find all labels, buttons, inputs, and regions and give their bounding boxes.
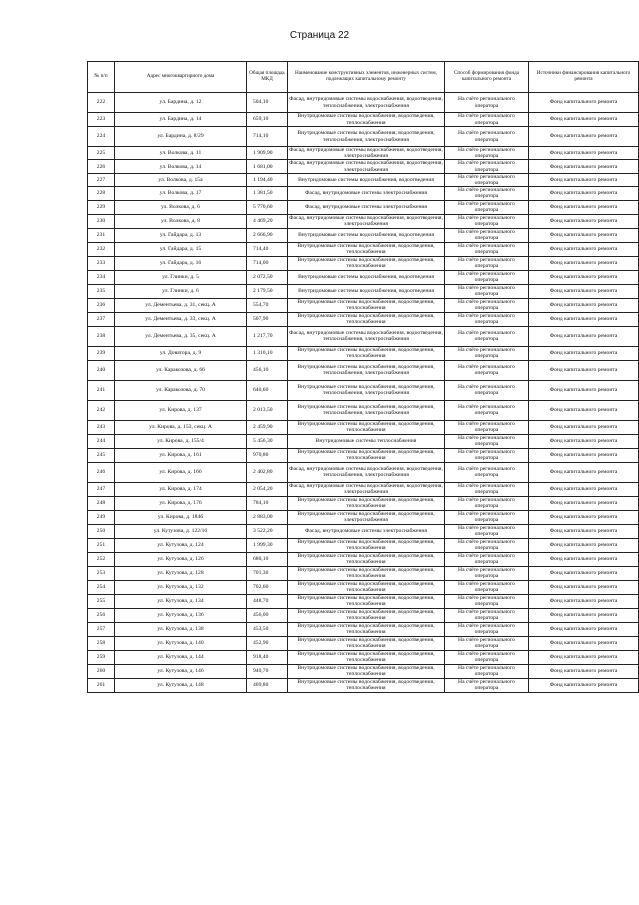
cell-way: На счёте регионального оператора — [445, 173, 529, 186]
cell-num: 229 — [88, 200, 115, 214]
cell-address: ул. Дементьева, д. 35, секц. А — [115, 326, 247, 346]
table-row — [88, 580, 639, 594]
cell-address: ул. Волкова, д. 11 — [115, 147, 247, 160]
table-row — [88, 448, 639, 462]
cell-num: 230 — [88, 214, 115, 228]
table-row — [88, 242, 639, 256]
cell-source: Фонд капитального ремонта — [529, 127, 639, 147]
cell-source: Фонд капитального ремонта — [529, 312, 639, 326]
cell-elements: Внутридомовые системы водоснабжения, водоотведения, теплоснабжения — [288, 622, 445, 636]
table-row — [88, 228, 639, 242]
cell-address: ул. Кутузова, д. 124 — [115, 538, 247, 552]
cell-area: 701,30 — [247, 566, 288, 580]
cell-area: 918,40 — [247, 650, 288, 664]
table-row — [88, 200, 639, 214]
cell-source: Фонд капитального ремонта — [529, 496, 639, 510]
cell-elements: Внутридомовые системы водоснабжения, водоотведения — [288, 228, 445, 242]
cell-area: 784,10 — [247, 496, 288, 510]
cell-source: Фонд капитального ремонта — [529, 566, 639, 580]
cell-address: ул. Кирова, д. 176 — [115, 496, 247, 510]
cell-area: 1 381,50 — [247, 187, 288, 200]
cell-address: ул. Глинки, д. 5 — [115, 270, 247, 284]
cell-source: Фонд капитального ремонта — [529, 580, 639, 594]
cell-way: На счёте регионального оператора — [445, 420, 529, 434]
cell-way: На счёте регионального оператора — [445, 228, 529, 242]
cell-area: 2 666,90 — [247, 228, 288, 242]
cell-num: 224 — [88, 127, 115, 147]
repair-table — [87, 61, 639, 693]
cell-num: 252 — [88, 552, 115, 566]
cell-source: Фонд капитального ремонта — [529, 93, 639, 113]
cell-way: На счёте регионального оператора — [445, 113, 529, 127]
table-row — [88, 284, 639, 298]
cell-address: ул. Кирова, д. 153, секц. А — [115, 420, 247, 434]
cell-source: Фонд капитального ремонта — [529, 664, 639, 678]
cell-area: 714,00 — [247, 256, 288, 270]
cell-area: 714,10 — [247, 127, 288, 147]
cell-elements: Внутридомовые системы водоснабжения, водоотведения, теплоснабжения — [288, 298, 445, 312]
cell-address: ул. Гайдара, д. 15 — [115, 242, 247, 256]
table-row — [88, 160, 639, 173]
cell-address: ул. Бардина, д. 8/29 — [115, 127, 247, 147]
cell-way: На счёте регионального оператора — [445, 678, 529, 692]
table-row — [88, 482, 639, 496]
cell-way: На счёте регионального оператора — [445, 147, 529, 160]
cell-area: 680,10 — [247, 552, 288, 566]
cell-address: ул. Волкова, д. 15а — [115, 173, 247, 186]
cell-elements: Внутридомовые системы водоснабжения, водоотведения, теплоснабжения — [288, 346, 445, 360]
cell-address: ул. Кирова, д. 184б — [115, 510, 247, 524]
table-row — [88, 622, 639, 636]
table-row — [88, 462, 639, 482]
cell-area: 1 194,40 — [247, 173, 288, 186]
cell-num: 237 — [88, 312, 115, 326]
cell-area: 1 217,70 — [247, 326, 288, 346]
cell-address: ул. Бардина, д. 14 — [115, 113, 247, 127]
cell-source: Фонд капитального ремонта — [529, 214, 639, 228]
cell-address: ул. Гайдара, д. 13 — [115, 228, 247, 242]
cell-elements: Внутридомовые системы водоснабжения, водоотведения, теплоснабжения — [288, 256, 445, 270]
cell-area: 640,60 — [247, 380, 288, 400]
cell-source: Фонд капитального ремонта — [529, 284, 639, 298]
cell-source: Фонд капитального ремонта — [529, 524, 639, 538]
table-row — [88, 510, 639, 524]
cell-source: Фонд капитального ремонта — [529, 242, 639, 256]
cell-area: 452,90 — [247, 636, 288, 650]
table-row — [88, 538, 639, 552]
cell-source: Фонд капитального ремонта — [529, 552, 639, 566]
cell-area: 702,60 — [247, 580, 288, 594]
cell-elements: Внутридомовые системы водоснабжения, водоотведения, электроснабжения — [288, 510, 445, 524]
cell-elements: Внутридомовые системы водоснабжения, водоотведения, теплоснабжения, электроснабжения — [288, 380, 445, 400]
cell-area: 714,40 — [247, 242, 288, 256]
cell-num: 254 — [88, 580, 115, 594]
cell-num: 251 — [88, 538, 115, 552]
header-source: Источники финансирования капитального ремонта — [529, 62, 639, 93]
cell-area: 5 456,30 — [247, 434, 288, 448]
cell-num: 248 — [88, 496, 115, 510]
cell-way: На счёте регионального оператора — [445, 160, 529, 173]
table-row — [88, 552, 639, 566]
cell-num: 238 — [88, 326, 115, 346]
cell-num: 258 — [88, 636, 115, 650]
cell-address: ул. Кутузова, д. 128 — [115, 566, 247, 580]
cell-source: Фонд капитального ремонта — [529, 147, 639, 160]
cell-address: ул. Волкова, д. 8 — [115, 214, 247, 228]
cell-address: ул. Глинки, д. 6 — [115, 284, 247, 298]
cell-source: Фонд капитального ремонта — [529, 636, 639, 650]
cell-num: 247 — [88, 482, 115, 496]
cell-num: 223 — [88, 113, 115, 127]
cell-address: ул. Бардина, д. 12 — [115, 93, 247, 113]
cell-elements: Внутридомовые системы водоснабжения, водоотведения, теплоснабжения — [288, 420, 445, 434]
cell-area: 469,80 — [247, 678, 288, 692]
cell-num: 222 — [88, 93, 115, 113]
cell-source: Фонд капитального ремонта — [529, 448, 639, 462]
cell-num: 253 — [88, 566, 115, 580]
cell-area: 659,10 — [247, 113, 288, 127]
cell-elements: Внутридомовые системы водоснабжения, водоотведения — [288, 284, 445, 298]
cell-elements: Внутридомовые системы водоснабжения, водоотведения, теплоснабжения — [288, 678, 445, 692]
cell-elements: Внутридомовые системы водоснабжения, водоотведения, теплоснабжения — [288, 650, 445, 664]
cell-area: 2 459,90 — [247, 420, 288, 434]
table-row — [88, 608, 639, 622]
cell-address: ул. Каракозова, д. 66 — [115, 360, 247, 380]
cell-area: 2 883,00 — [247, 510, 288, 524]
cell-way: На счёте регионального оператора — [445, 448, 529, 462]
cell-num: 257 — [88, 622, 115, 636]
cell-source: Фонд капитального ремонта — [529, 173, 639, 186]
table-row — [88, 93, 639, 113]
table-row — [88, 147, 639, 160]
cell-elements: Фасад, внутридомовые системы электроснабжения — [288, 187, 445, 200]
cell-way: На счёте регионального оператора — [445, 242, 529, 256]
cell-elements: Фасад, внутридомовые системы водоснабжения, водоотведения, теплоснабжения, электроснабжения — [288, 93, 445, 113]
table-row — [88, 312, 639, 326]
cell-elements: Внутридомовые системы водоснабжения, водоотведения, теплоснабжения — [288, 608, 445, 622]
cell-address: ул. Кутузова, д. 140 — [115, 636, 247, 650]
cell-way: На счёте регионального оператора — [445, 566, 529, 580]
cell-elements: Фасад, внутридомовые системы водоснабжения, водоотведения, электроснабжения — [289, 147, 443, 160]
cell-area: 970,80 — [247, 448, 288, 462]
cell-source: Фонд капитального ремонта — [529, 346, 639, 360]
cell-elements: Внутридомовые системы водоснабжения, водоотведения, теплоснабжения — [288, 552, 445, 566]
cell-address: ул. Дементьева, д. 31, секц. А — [115, 298, 247, 312]
cell-source: Фонд капитального ремонта — [529, 400, 639, 420]
cell-num: 240 — [88, 360, 115, 380]
table-row — [88, 214, 639, 228]
cell-address: ул. Кирова, д. 161 — [115, 448, 247, 462]
cell-area: 2 013,50 — [247, 400, 288, 420]
header-area: Общая площадь МКД — [247, 62, 288, 93]
header-way: Способ формирования фонда капитального ремонта — [445, 62, 529, 93]
header-address: Адрес многоквартирного дома — [115, 62, 247, 93]
cell-area: 5 770,60 — [247, 200, 288, 214]
cell-address: ул. Каракозова, д. 70 — [115, 380, 247, 400]
cell-way: На счёте регионального оператора — [445, 298, 529, 312]
cell-way: На счёте регионального оператора — [445, 650, 529, 664]
cell-num: 226 — [88, 160, 115, 173]
cell-area: 554,70 — [247, 298, 288, 312]
header-num: № п/п — [88, 62, 115, 93]
cell-way: На счёте регионального оператора — [445, 346, 529, 360]
cell-way: На счёте регионального оператора — [445, 552, 529, 566]
cell-way: На счёте регионального оператора — [445, 482, 529, 496]
cell-address: ул. Волкова, д. 14 — [115, 160, 247, 173]
cell-way: На счёте регионального оператора — [445, 510, 529, 524]
cell-way: На счёте регионального оператора — [445, 400, 529, 420]
cell-area: 4 469,20 — [247, 214, 288, 228]
cell-address: ул. Волкова, д. 6 — [115, 200, 247, 214]
cell-elements: Фасад, внутридомовые системы водоснабжения, водоотведения, электроснабжения — [289, 160, 443, 173]
cell-area: 453,50 — [247, 622, 288, 636]
cell-num: 249 — [88, 510, 115, 524]
cell-area: 456,00 — [247, 608, 288, 622]
table-row — [88, 650, 639, 664]
cell-elements: Внутридомовые системы теплоснабжения — [288, 434, 445, 448]
cell-elements: Внутридомовые системы водоснабжения, водоотведения, теплоснабжения, электроснабжения — [288, 360, 445, 380]
cell-elements: Внутридомовые системы водоснабжения, водоотведения, теплоснабжения — [288, 664, 445, 678]
cell-source: Фонд капитального ремонта — [529, 360, 639, 380]
cell-way: На счёте регионального оператора — [445, 127, 529, 147]
table-row — [88, 664, 639, 678]
cell-way: На счёте регионального оператора — [445, 434, 529, 448]
cell-area: 448,70 — [247, 594, 288, 608]
cell-area: 2 072,50 — [247, 270, 288, 284]
cell-num: 233 — [88, 256, 115, 270]
table-row — [88, 360, 639, 380]
cell-elements: Внутридомовые системы водоснабжения, водоотведения, теплоснабжения — [288, 448, 445, 462]
cell-source: Фонд капитального ремонта — [529, 298, 639, 312]
cell-area: 504,10 — [247, 93, 288, 113]
cell-area: 1 999,30 — [247, 538, 288, 552]
cell-source: Фонд капитального ремонта — [529, 594, 639, 608]
cell-source: Фонд капитального ремонта — [529, 510, 639, 524]
cell-source: Фонд капитального ремонта — [529, 678, 639, 692]
table-row — [88, 566, 639, 580]
cell-area: 1 310,10 — [247, 346, 288, 360]
cell-source: Фонд капитального ремонта — [529, 608, 639, 622]
cell-num: 246 — [88, 462, 115, 482]
cell-way: На счёте регионального оператора — [445, 360, 529, 380]
cell-num: 243 — [88, 420, 115, 434]
cell-address: ул. Кирова, д. 166 — [115, 462, 247, 482]
cell-num: 228 — [88, 187, 115, 200]
cell-address: ул. Кутузова, д. 146 — [115, 664, 247, 678]
cell-address: ул. Кутузова, д. 136 — [115, 608, 247, 622]
cell-address: ул. Волкова, д. 17 — [115, 187, 247, 200]
cell-area: 456,10 — [247, 360, 288, 380]
cell-elements: Фасад, внутридомовые системы водоснабжения, водоотведения, электроснабжения — [289, 214, 443, 228]
cell-address: ул. Кутузова, д. 144 — [115, 650, 247, 664]
table-row — [88, 420, 639, 434]
cell-num: 241 — [88, 380, 115, 400]
cell-source: Фонд капитального ремонта — [529, 200, 639, 214]
cell-num: 260 — [88, 664, 115, 678]
cell-elements: Фасад, внутридомовые системы водоснабжения, водоотведения, электроснабжения — [289, 482, 443, 496]
cell-way: На счёте регионального оператора — [445, 214, 529, 228]
cell-way: На счёте регионального оператора — [445, 524, 529, 538]
cell-num: 242 — [88, 400, 115, 420]
table-row — [88, 270, 639, 284]
cell-address: ул. Кутузова, д. 122/16 — [115, 524, 247, 538]
cell-num: 259 — [88, 650, 115, 664]
cell-num: 227 — [88, 173, 115, 186]
table-row — [88, 256, 639, 270]
cell-address: ул. Кирова, д. 174 — [115, 482, 247, 496]
cell-way: На счёте регионального оператора — [445, 380, 529, 400]
cell-elements: Внутридомовые системы водоснабжения, водоотведения — [288, 173, 445, 186]
table-row — [88, 127, 639, 147]
cell-num: 236 — [88, 298, 115, 312]
cell-source: Фонд капитального ремонта — [529, 650, 639, 664]
cell-num: 245 — [88, 448, 115, 462]
cell-address: ул. Кутузова, д. 134 — [115, 594, 247, 608]
cell-num: 231 — [88, 228, 115, 242]
cell-num: 232 — [88, 242, 115, 256]
cell-elements: Внутридомовые системы водоснабжения, водоотведения, теплоснабжения — [288, 113, 445, 127]
cell-num: 256 — [88, 608, 115, 622]
cell-area: 940,70 — [247, 664, 288, 678]
cell-source: Фонд капитального ремонта — [529, 160, 639, 173]
cell-source: Фонд капитального ремонта — [529, 256, 639, 270]
cell-num: 234 — [88, 270, 115, 284]
cell-address: ул. Кутузова, д. 148 — [115, 678, 247, 692]
cell-source: Фонд капитального ремонта — [529, 434, 639, 448]
cell-way: На счёте регионального оператора — [445, 608, 529, 622]
cell-source: Фонд капитального ремонта — [529, 270, 639, 284]
table-row — [88, 346, 639, 360]
cell-address: ул. Кутузова, д. 138 — [115, 622, 247, 636]
table-row — [88, 434, 639, 448]
table-row — [88, 636, 639, 650]
cell-elements: Внутридомовые системы водоснабжения, водоотведения, теплоснабжения — [288, 312, 445, 326]
cell-elements: Внутридомовые системы водоснабжения, водоотведения, теплоснабжения — [288, 242, 445, 256]
cell-way: На счёте регионального оператора — [445, 594, 529, 608]
cell-elements: Внутридомовые системы водоснабжения, водоотведения, теплоснабжения, электроснабжения — [288, 127, 445, 147]
cell-way: На счёте регионального оператора — [445, 270, 529, 284]
cell-way: На счёте регионального оператора — [445, 256, 529, 270]
cell-num: 235 — [88, 284, 115, 298]
table-row — [88, 298, 639, 312]
table-row — [88, 380, 639, 400]
cell-way: На счёте регионального оператора — [445, 312, 529, 326]
cell-way: На счёте регионального оператора — [445, 200, 529, 214]
cell-way: На счёте регионального оператора — [445, 636, 529, 650]
cell-address: ул. Гайдара, д. 16 — [115, 256, 247, 270]
cell-source: Фонд капитального ремонта — [529, 380, 639, 400]
cell-elements: Фасад, внутридомовые системы электроснабжения — [288, 524, 445, 538]
cell-source: Фонд капитального ремонта — [529, 622, 639, 636]
cell-source: Фонд капитального ремонта — [529, 462, 639, 482]
cell-address: ул. Кутузова, д. 132 — [115, 580, 247, 594]
table-row — [88, 187, 639, 200]
cell-elements: Внутридомовые системы водоснабжения, водоотведения, теплоснабжения — [288, 566, 445, 580]
cell-address: ул. Кирова, д. 155/4 — [115, 434, 247, 448]
cell-way: На счёте регионального оператора — [445, 622, 529, 636]
cell-source: Фонд капитального ремонта — [529, 420, 639, 434]
table-row — [88, 496, 639, 510]
cell-num: 244 — [88, 434, 115, 448]
cell-num: 225 — [88, 147, 115, 160]
cell-elements: Внутридомовые системы водоснабжения, водоотведения, теплоснабжения — [288, 580, 445, 594]
cell-source: Фонд капитального ремонта — [529, 326, 639, 346]
table-row — [88, 326, 639, 346]
table-row — [88, 400, 639, 420]
cell-num: 239 — [88, 346, 115, 360]
cell-elements: Внутридомовые системы водоснабжения, водоотведения — [288, 270, 445, 284]
cell-way: На счёте регионального оператора — [445, 284, 529, 298]
cell-address: ул. Доватора, д. 9 — [115, 346, 247, 360]
cell-way: На счёте регионального оператора — [445, 580, 529, 594]
cell-address: ул. Кирова, д. 137 — [115, 400, 247, 420]
cell-source: Фонд капитального ремонта — [529, 482, 639, 496]
cell-source: Фонд капитального ремонта — [529, 113, 639, 127]
cell-elements: Фасад, внутридомовые системы водоснабжения, водоотведения, теплоснабжения, электроснабжения — [288, 326, 445, 346]
table-body — [88, 93, 639, 693]
cell-elements: Внутридомовые системы водоснабжения, водоотведения, теплоснабжения — [288, 636, 445, 650]
table-row — [88, 524, 639, 538]
cell-way: На счёте регионального оператора — [445, 664, 529, 678]
cell-way: На счёте регионального оператора — [445, 93, 529, 113]
header-row — [88, 62, 639, 93]
cell-source: Фонд капитального ремонта — [529, 187, 639, 200]
cell-elements: Внутридомовые системы водоснабжения, водоотведения, теплоснабжения, электроснабжения — [288, 400, 445, 420]
cell-way: На счёте регионального оператора — [445, 187, 529, 200]
cell-num: 261 — [88, 678, 115, 692]
cell-address: ул. Дементьева, д. 33, секц. А — [115, 312, 247, 326]
cell-way: На счёте регионального оператора — [445, 538, 529, 552]
cell-elements: Фасад, внутридомовые системы электроснабжения — [288, 200, 445, 214]
cell-source: Фонд капитального ремонта — [529, 538, 639, 552]
cell-address: ул. Кутузова, д. 126 — [115, 552, 247, 566]
cell-area: 2 402,80 — [247, 462, 288, 482]
cell-elements: Внутридомовые системы водоснабжения, водоотведения, теплоснабжения — [288, 538, 445, 552]
cell-way: На счёте регионального оператора — [445, 462, 529, 482]
cell-area: 2 179,50 — [247, 284, 288, 298]
table-row — [88, 113, 639, 127]
cell-source: Фонд капитального ремонта — [529, 228, 639, 242]
cell-area: 3 522,20 — [247, 524, 288, 538]
cell-elements: Фасад, внутридомовые системы водоснабжения, водоотведения, теплоснабжения, электроснабжения — [288, 462, 445, 482]
table-row — [88, 678, 639, 692]
cell-way: На счёте регионального оператора — [445, 496, 529, 510]
cell-area: 2 054,20 — [247, 482, 288, 496]
table-row — [88, 173, 639, 186]
cell-area: 1 909,90 — [247, 147, 288, 160]
table-row — [88, 594, 639, 608]
cell-num: 255 — [88, 594, 115, 608]
page-title: Страница 22 — [289, 30, 350, 41]
cell-way: На счёте регионального оператора — [445, 326, 529, 346]
cell-area: 507,90 — [247, 312, 288, 326]
cell-elements: Внутридомовые системы водоснабжения, водоотведения, теплоснабжения — [288, 594, 445, 608]
cell-elements: Внутридомовые системы водоснабжения, водоотведения, теплоснабжения — [288, 496, 445, 510]
cell-num: 250 — [88, 524, 115, 538]
cell-area: 1 681,00 — [247, 160, 288, 173]
header-elements: Наименование конструктивных элементов, инженерных систем, подлежащих капитальному ремонту — [288, 62, 445, 93]
